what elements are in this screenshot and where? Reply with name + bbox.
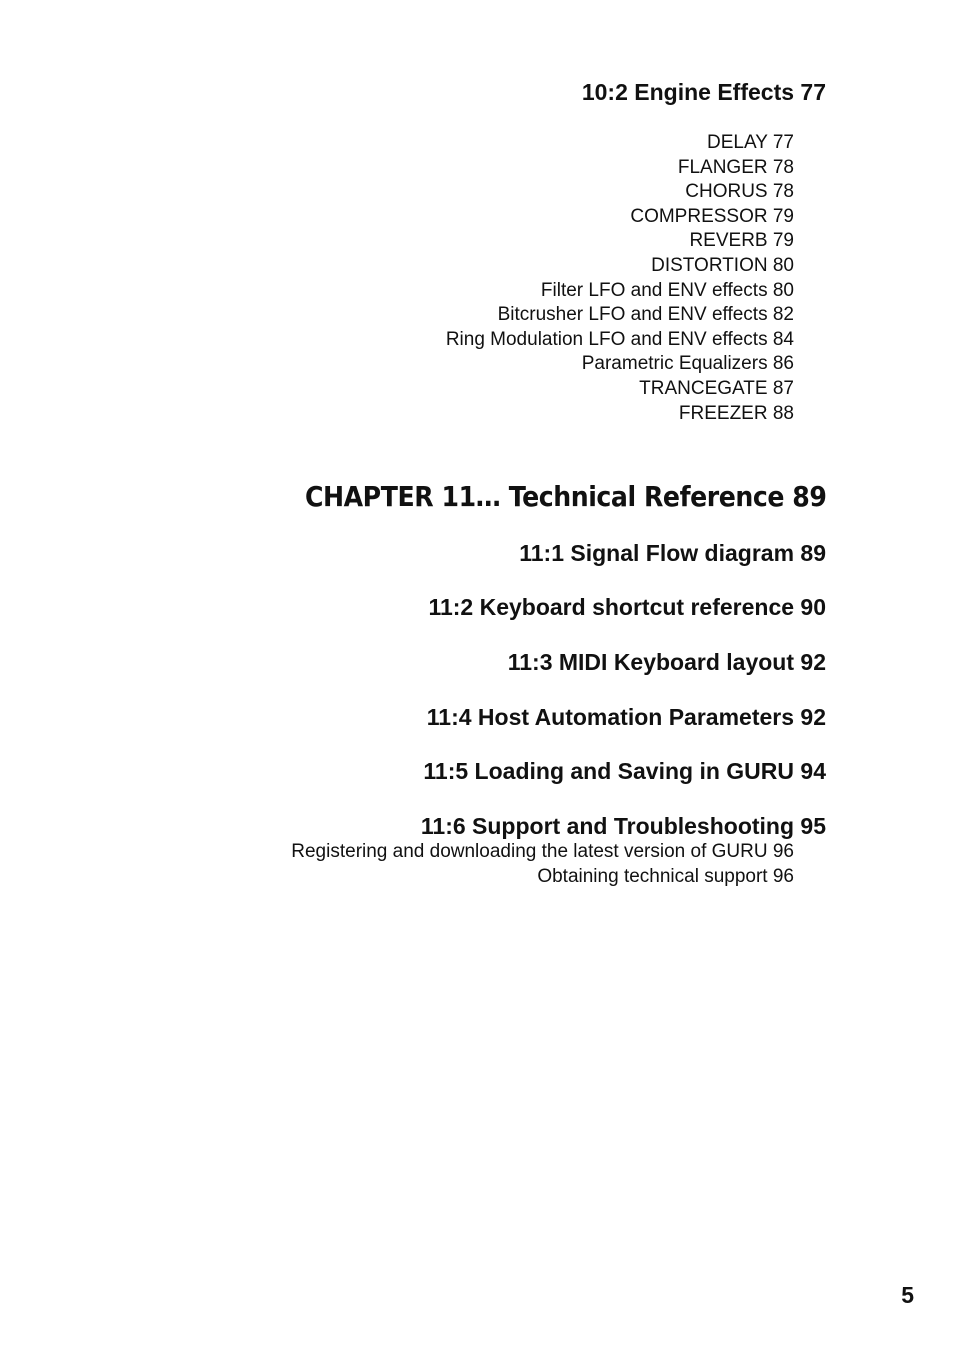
page-number: 5 [901,1282,914,1308]
toc-section-11-6-list [291,840,794,889]
toc-item: Obtaining technical support 96 [537,865,794,887]
toc-item: Ring Modulation LFO and ENV effects 84 [445,328,794,350]
toc-item: DELAY 77 [707,132,794,153]
toc-item: DISTORTION 80 [651,254,794,276]
toc-section-10-2-list [446,131,794,426]
toc-section-11-6: 11:6 Support and Troubleshooting 95 [420,813,826,839]
toc-item: FREEZER 88 [678,402,794,424]
toc-item: CHORUS 78 [685,181,794,203]
toc-section-10-2-title: 10:2 Engine Effects 77 [581,79,826,105]
toc-item: Bitcrusher LFO and ENV effects 82 [497,304,794,326]
toc-section-11-2: 11:2 Keyboard shortcut reference 90 [428,594,826,620]
toc-section-11-3: 11:3 MIDI Keyboard layout 92 [507,649,826,675]
toc-item: REVERB 79 [689,230,794,252]
toc-item: Parametric Equalizers 86 [581,353,794,375]
toc-item: FLANGER 78 [677,156,794,178]
toc-chapter-11-title: CHAPTER 11… Technical Reference 89 [304,480,826,513]
toc-item: Filter LFO and ENV effects 80 [540,279,794,301]
toc-item: TRANCEGATE 87 [639,377,794,399]
toc-item: Registering and downloading the latest version of GURU 96 [291,841,794,862]
toc-section-11-5: 11:5 Loading and Saving in GURU 94 [423,758,826,784]
toc-section-11-4: 11:4 Host Automation Parameters 92 [426,704,826,730]
toc-section-11-1: 11:1 Signal Flow diagram 89 [519,540,826,566]
toc-item: COMPRESSOR 79 [630,205,794,227]
